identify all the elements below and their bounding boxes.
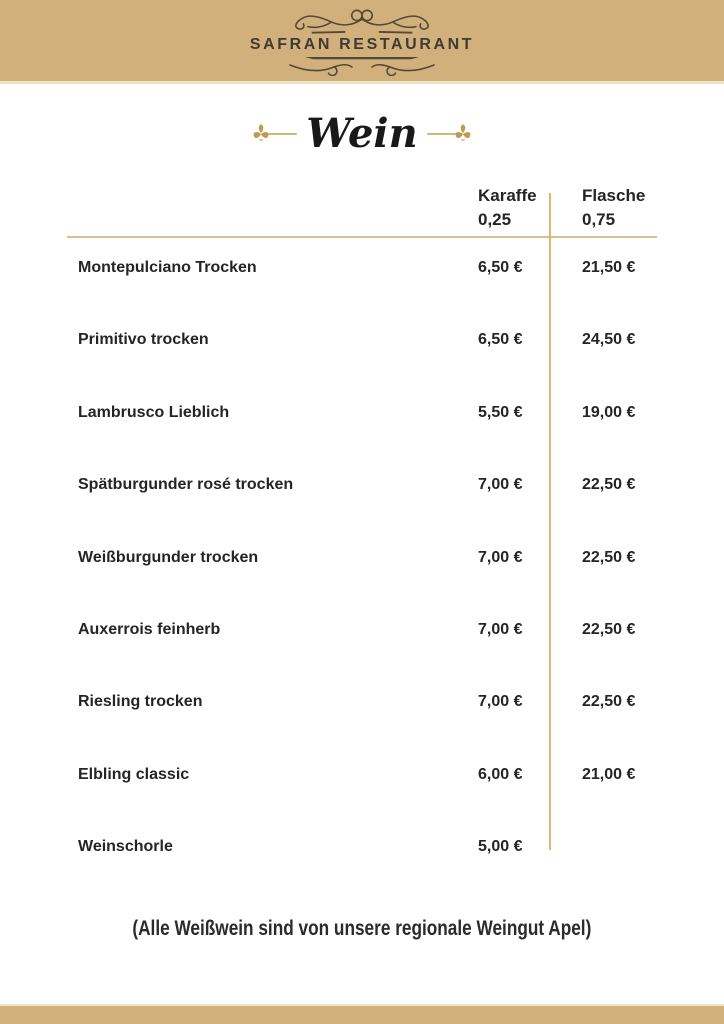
price-karaffe: 6,00 € [478, 765, 523, 783]
fleur-ornament-left-icon [251, 122, 297, 146]
wine-row [0, 258, 724, 330]
wine-name: Weißburgunder trocken [78, 548, 259, 566]
header-band [0, 0, 724, 84]
column-label: Karaffe [478, 186, 537, 205]
wine-row [0, 692, 724, 764]
wine-name: Spätburgunder rosé trocken [78, 476, 294, 494]
wine-row [0, 837, 724, 909]
wine-row [0, 548, 724, 620]
price-karaffe: 7,00 € [478, 693, 523, 711]
price-karaffe: 5,00 € [478, 838, 523, 856]
column-label: Flasche [582, 186, 646, 205]
footer-band [0, 1004, 724, 1024]
fleur-ornament-right-icon [427, 122, 473, 146]
wine-name: Montepulciano Trocken [78, 259, 257, 276]
wine-name: Riesling trocken [78, 693, 203, 711]
wine-name: Primitivo trocken [78, 331, 209, 349]
page-title: Wein [306, 110, 418, 157]
price-karaffe: 7,00 € [478, 476, 523, 494]
price-flasche: 19,00 € [582, 403, 636, 421]
wine-row [0, 475, 724, 547]
column-header-flasche [582, 184, 645, 232]
column-header-karaffe [478, 184, 537, 232]
swirl-flourish-top-icon [287, 8, 437, 35]
price-flasche: 21,00 € [582, 765, 636, 783]
price-karaffe: 6,50 € [478, 331, 523, 349]
price-flasche: 22,50 € [582, 476, 636, 494]
price-flasche: 22,50 € [582, 548, 636, 566]
price-karaffe: 7,00 € [478, 548, 523, 566]
price-flasche: 22,50 € [582, 620, 636, 638]
page-title-row [0, 108, 724, 160]
footnote-text: (Alle Weißwein sind von unsere regionale Weingut Apel) [132, 917, 592, 940]
price-karaffe: 5,50 € [478, 403, 523, 421]
price-karaffe: 6,50 € [478, 259, 523, 276]
wine-row [0, 403, 724, 475]
wine-name: Elbling classic [78, 765, 190, 783]
wine-name: Lambrusco Lieblich [78, 403, 230, 421]
price-karaffe: 7,00 € [478, 620, 523, 638]
column-volume: 0,75 [582, 210, 616, 229]
price-flasche: 21,50 € [582, 259, 636, 276]
price-flasche: 22,50 € [582, 693, 636, 711]
restaurant-logo [0, 0, 724, 84]
wine-row [0, 620, 724, 692]
wine-name: Auxerrois feinherb [78, 620, 221, 638]
swirl-flourish-bottom-icon [287, 55, 437, 76]
price-flasche: 24,50 € [582, 331, 636, 349]
column-volume: 0,25 [478, 210, 512, 229]
restaurant-name: SAFRAN RESTAURANT [249, 36, 475, 53]
wine-row [0, 330, 724, 402]
wine-name: Weinschorle [78, 838, 173, 856]
wine-list [0, 258, 724, 910]
horizontal-divider [67, 236, 657, 238]
wine-row [0, 765, 724, 837]
footnote-row [0, 916, 724, 942]
